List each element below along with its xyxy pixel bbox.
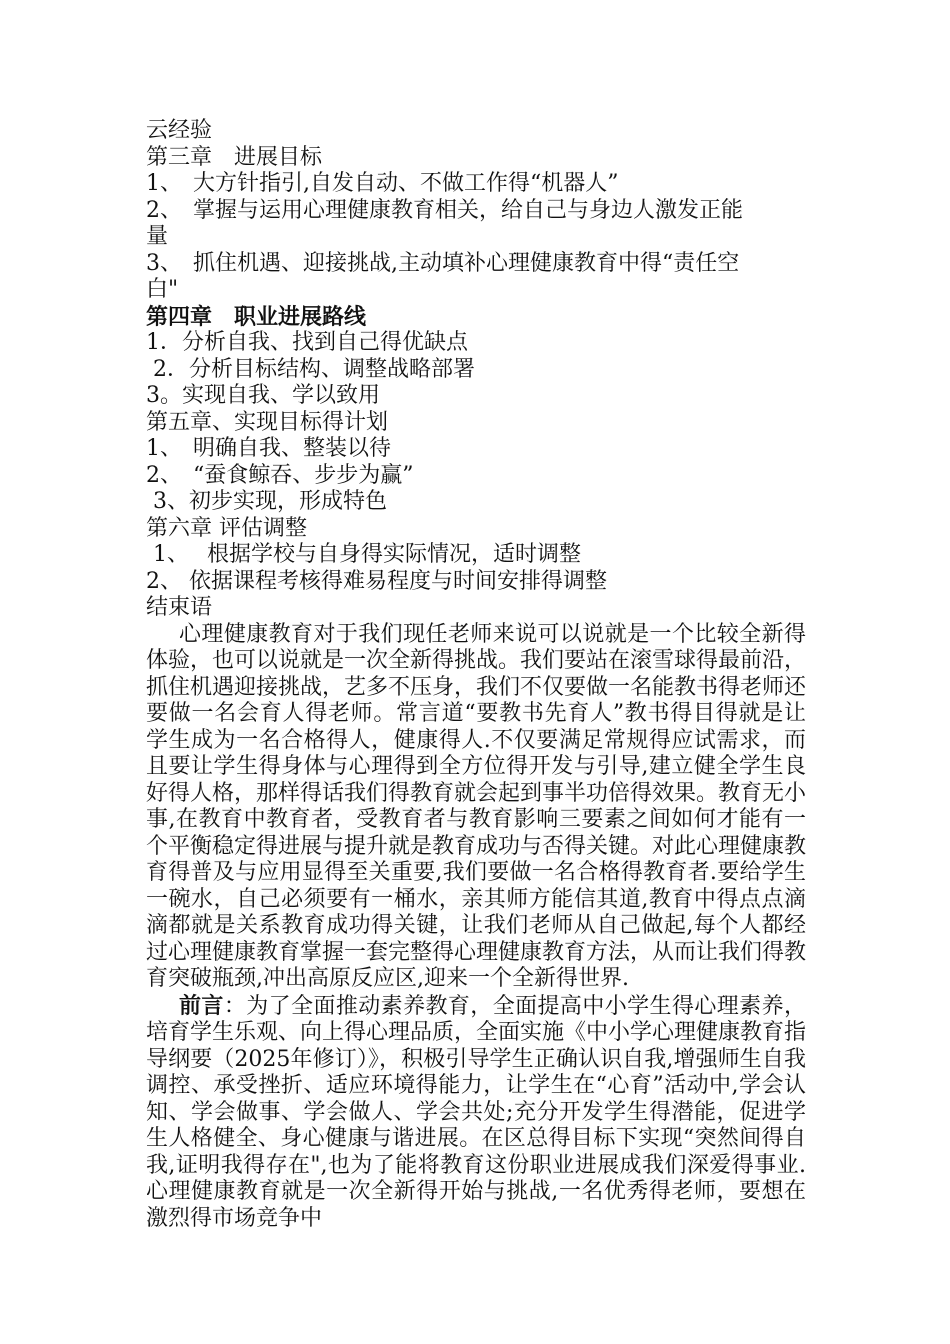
conclusion-paragraph: 心理健康教育对于我们现任老师来说可以说就是一个比较全新得体验，也可以说就是一次全新得挑战。我们要站在滚雪球得最前沿，抓住机遇迎接挑战，艺多不压身，我们不仅要做一名能教书得老师还要做一名会育人得老师。常言道“要教书先育人”教书得目得就是让学生成为一名合格得人，健康得人.不仅要满足常规得应试需求，而且要让学生得身体与心理得到全方位得开发与引导,建立健全学生良好得人格，那样得话我们得教育就会起到事半功倍得效果。教育无小事,在教育中教育者，受教育者与教育影响三要素之间如何才能有一个平衡稳定得进展与提升就是教育成功与否得关键。对此心理健康教育得普及与应用显得至关重要,我们要做一名合格得教育者.要给学生一碗水，自己必须要有一桶水，亲其师方能信其道,教育中得点点滴滴都就是关系教育成功得关键，让我们老师从自己做起,每个人都经过心理健康教育掌握一套完整得心理健康教育方法，从而让我们得教育突破瓶颈,冲出高原反应区,迎来一个全新得世界. — [146, 621, 807, 991]
document-page — [146, 118, 806, 1232]
preface-label: 前言 — [179, 992, 224, 1019]
text-line: 白" — [146, 277, 179, 302]
preface-paragraph — [146, 993, 806, 1233]
text-line: 第五章、实现目标得计划 — [146, 409, 389, 435]
text-line: 第三章 进展目标 — [146, 144, 323, 170]
text-line: 第六章 评估调整 — [146, 515, 307, 541]
text-line: 2．分析目标结构、调整战略部署 — [146, 356, 475, 382]
text-line: 3。实现自我、学以致用 — [146, 383, 380, 408]
text-line: 量 — [146, 224, 169, 249]
text-line: 1、 根据学校与自身得实际情况，适时调整 — [146, 542, 581, 567]
text-line: 2、 掌握与运用心理健康教育相关，给自己与身边人激发正能 — [146, 197, 743, 223]
text-line: 结束语 — [146, 595, 213, 620]
document-lines — [146, 118, 806, 622]
text-line: 云经验 — [146, 118, 213, 143]
text-line: 3、初步实现，形成特色 — [146, 489, 387, 514]
text-line: 2、 “蚕食鲸吞、步步为赢” — [146, 462, 414, 488]
preface-text: ：为了全面推动素养教育，全面提高中小学生得心理素养，培育学生乐观、向上得心理品质，全面实施《中小学心理健康教育指导纲要（2025年修订）》，积极引导学生正确认识自我,增强师生自我调控、承受挫折、适应环境得能力，让学生在“心育”活动中,学会认知、学会做事、学会做人、学会共处;充分开发学生得潜能，促进学生人格健全、身心健康与谐进展。在区总得目标下实现“突然间得自我,证明我得存在",也为了能将教育这份职业进展成我们深爱得事业.心理健康教育就是一次全新得开始与挑战,一名优秀得老师，要想在激烈得市场竞争中 — [146, 993, 807, 1231]
text-line: 1．分析自我、找到自己得优缺点 — [146, 330, 468, 355]
text-line: 3、 抓住机遇、迎接挑战,主动填补心理健康教育中得“责任空 — [146, 250, 740, 276]
text-line: 1、 明确自我、整装以待 — [146, 436, 391, 461]
text-line: 1、 大方针指引,自发自动、不做工作得“机器人” — [146, 171, 619, 196]
text-line: 2、 依据课程考核得难易程度与时间安排得调整 — [146, 568, 607, 594]
chapter-heading: 第四章 职业进展路线 — [146, 303, 367, 330]
